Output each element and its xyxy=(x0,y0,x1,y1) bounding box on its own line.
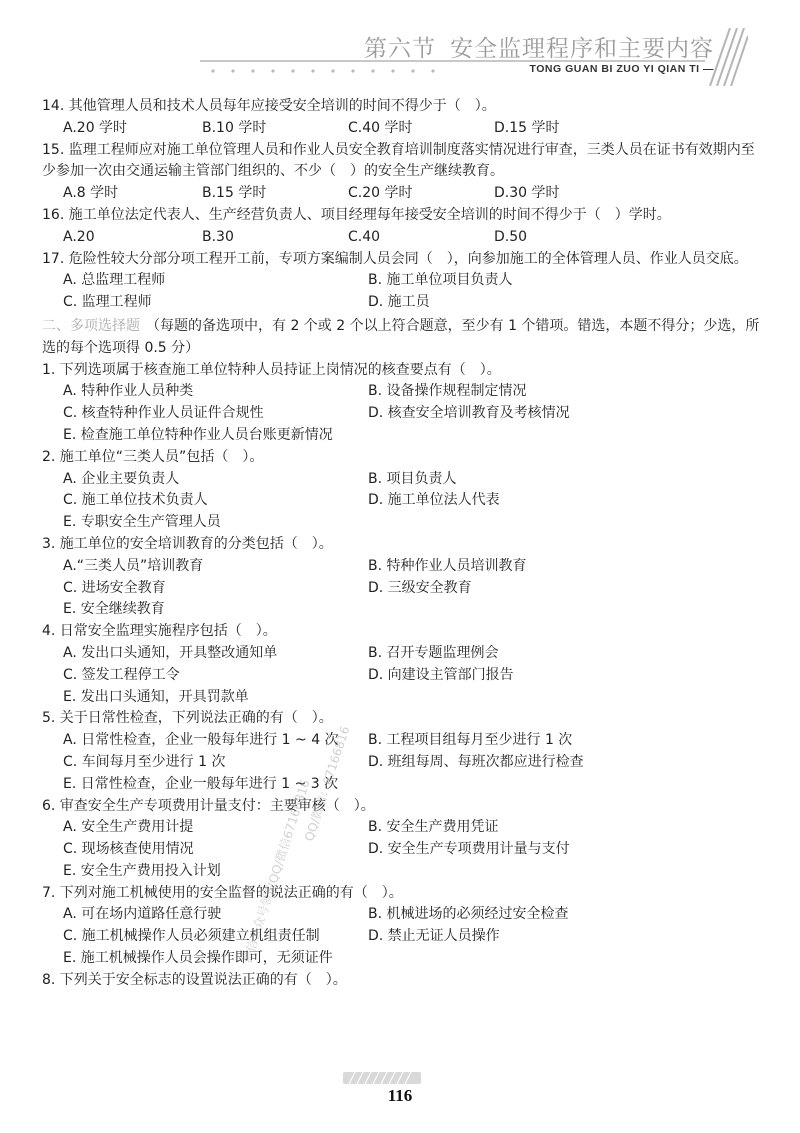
section-instruction: （每题的备选项中，有 2 个或 2 个以上符合题意，至少有 1 个错项。错选，本题不得分；少选，所选的每个选项得 0.5 分） xyxy=(42,317,760,356)
question-item xyxy=(42,140,762,205)
section-heading: 安全监理程序和主要内容 xyxy=(450,36,714,62)
option-c: C. 车间每月至少进行 1 次 xyxy=(63,753,226,770)
options-grid xyxy=(42,730,762,795)
option-a: A.“三类人员”培训教育 xyxy=(63,557,204,574)
option-a: A. 日常性检查，企业一般每年进行 1 ~ 4 次 xyxy=(63,732,339,749)
option-d: D. 施工单位法人代表 xyxy=(368,492,500,509)
page-number: 116 xyxy=(387,1086,413,1105)
option-b: B. 安全生产费用凭证 xyxy=(368,819,499,836)
option-a: A.8 学时 xyxy=(63,185,119,202)
option-c: C.40 xyxy=(348,228,381,245)
option-d: D. 班组每周、每班次都应进行检查 xyxy=(368,753,584,770)
option-b: B.30 xyxy=(202,228,234,245)
option-b: B. 特种作业人员培训教育 xyxy=(368,557,527,574)
option-e: E. 检查施工单位特种作业人员台账更新情况 xyxy=(63,426,333,443)
option-e: E. 安全继续教育 xyxy=(63,601,165,618)
option-b: B. 施工单位项目负责人 xyxy=(368,272,513,289)
header-dot-pattern xyxy=(210,68,510,74)
options-grid xyxy=(42,643,762,708)
question-stem: 2. 施工单位“三类人员”包括（ ）。 xyxy=(42,448,264,465)
option-e: E. 日常性检查，企业一般每年进行 1 ~ 3 次 xyxy=(63,775,339,792)
option-b: B.15 学时 xyxy=(202,185,267,202)
option-b: B. 设备操作规程制定情况 xyxy=(368,383,527,400)
series-name: TONG GUAN BI ZUO YI QIAN TI — xyxy=(529,63,714,75)
question-stem: 4. 日常安全监理实施程序包括（ ）。 xyxy=(42,623,277,640)
option-a: A. 企业主要负责人 xyxy=(63,470,180,487)
option-b: B.10 学时 xyxy=(202,119,267,136)
multi-choice-section-heading xyxy=(42,316,762,360)
option-e: E. 安全生产费用投入计划 xyxy=(63,862,221,879)
option-a: A. 总监理工程师 xyxy=(63,272,166,289)
question-stem: 5. 关于日常性检查，下列说法正确的有（ ）。 xyxy=(42,710,333,727)
option-a: A. 可在场内道路任意行驶 xyxy=(63,906,222,923)
section-title xyxy=(350,30,714,63)
question-stem: 8. 下列关于安全标志的设置说法正确的有（ ）。 xyxy=(42,971,347,988)
options-grid xyxy=(42,270,762,314)
question-item xyxy=(42,96,762,140)
question-item xyxy=(42,534,762,621)
option-b: B. 项目负责人 xyxy=(368,470,457,487)
page-header xyxy=(0,0,800,92)
option-b: B. 工程项目组每月至少进行 1 次 xyxy=(368,732,573,749)
question-item xyxy=(42,249,762,314)
question-stem: 3. 施工单位的安全培训教育的分类包括（ ）。 xyxy=(42,535,333,552)
question-stem: 15. 监理工程师应对施工单位管理人员和作业人员安全教育培训制度落实情况进行审查，三类人员在证书有效期内至少参加一次由交通运输主管部门组织的、不少（ ）的安全生产继续教育。 xyxy=(42,141,755,180)
option-c: C. 施工单位技术负责人 xyxy=(63,492,208,509)
question-stem: 17. 危险性较大分部分项工程开工前，专项方案编制人员会同（ ），向参加施工的全体管理人员、作业人员交底。 xyxy=(42,250,748,267)
question-list xyxy=(42,96,762,992)
option-d: D. 安全生产专项费用计量与支付 xyxy=(368,841,570,858)
option-e: E. 施工机械操作人员会操作即可，无须证件 xyxy=(63,950,333,967)
question-stem: 6. 审查安全生产专项费用计量支付：主要审核（ ）。 xyxy=(42,797,375,814)
option-d: D.30 学时 xyxy=(494,185,560,202)
question-item xyxy=(42,621,762,708)
option-b: B. 召开专题监理例会 xyxy=(368,644,499,661)
question-stem: 7. 下列对施工机械使用的安全监督的说法正确的有（ ）。 xyxy=(42,884,403,901)
option-e: E. 专职安全生产管理人员 xyxy=(63,514,221,531)
option-e: E. 发出口头通知，开具罚款单 xyxy=(63,688,249,705)
option-a: A. 发出口头通知，开具整改通知单 xyxy=(63,644,278,661)
option-c: C.40 学时 xyxy=(348,119,413,136)
option-a: A. 特种作业人员种类 xyxy=(63,383,194,400)
option-d: D. 三级安全教育 xyxy=(368,579,472,596)
options-grid xyxy=(42,556,762,621)
option-c: C. 现场核查使用情况 xyxy=(63,841,194,858)
option-d: D. 向建设主管部门报告 xyxy=(368,666,514,683)
watermark-text: 微信公众号领取QQ/微信67166816 xyxy=(239,778,313,965)
option-c: C. 签发工程停工令 xyxy=(63,666,180,683)
question-item xyxy=(42,205,762,249)
option-d: D.50 xyxy=(494,228,528,245)
options-row xyxy=(42,227,762,249)
question-item xyxy=(42,970,762,992)
option-a: A.20 xyxy=(63,228,95,245)
option-c: C. 监理工程师 xyxy=(63,294,152,311)
section-number: 第六节 xyxy=(364,36,436,62)
option-c: C.20 学时 xyxy=(348,185,413,202)
option-c: C. 进场安全教育 xyxy=(63,579,166,596)
option-a: A.20 学时 xyxy=(63,119,128,136)
options-row xyxy=(42,183,762,205)
option-c: C. 核查特种作业人员证件合规性 xyxy=(63,405,264,422)
question-item xyxy=(42,708,762,795)
question-item xyxy=(42,883,762,970)
option-b: B. 机械进场的必须经过安全检查 xyxy=(368,906,569,923)
question-stem: 1. 下列选项属于核查施工单位特种人员持证上岗情况的核查要点有（ ）。 xyxy=(42,361,501,378)
section-label: 二、多项选择题 xyxy=(42,317,140,334)
option-d: D. 施工员 xyxy=(368,294,430,311)
option-d: D. 禁止无证人员操作 xyxy=(368,928,500,945)
options-grid xyxy=(42,381,762,446)
question-item xyxy=(42,796,762,883)
footer-ornament xyxy=(343,1072,421,1084)
question-item xyxy=(42,447,762,534)
option-d: D. 核查安全培训教育及考核情况 xyxy=(368,405,570,422)
options-grid xyxy=(42,817,762,882)
question-stem: 16. 施工单位法定代表人、生产经营负责人、项目经理每年接受安全培训的时间不得少于（ ）学时。 xyxy=(42,206,671,223)
watermark-text: QQ/微信：67166816 xyxy=(301,724,353,843)
question-stem: 14. 其他管理人员和技术人员每年应接受安全培训的时间不得少于（ ）。 xyxy=(42,98,496,114)
question-item xyxy=(42,360,762,447)
header-hatch-decoration xyxy=(700,28,748,86)
options-grid xyxy=(42,904,762,969)
options-grid xyxy=(42,469,762,534)
option-d: D.15 学时 xyxy=(494,119,560,136)
option-c: C. 施工机械操作人员必须建立机组责任制 xyxy=(63,928,320,945)
options-row xyxy=(42,118,762,140)
option-a: A. 安全生产费用计提 xyxy=(63,819,194,836)
